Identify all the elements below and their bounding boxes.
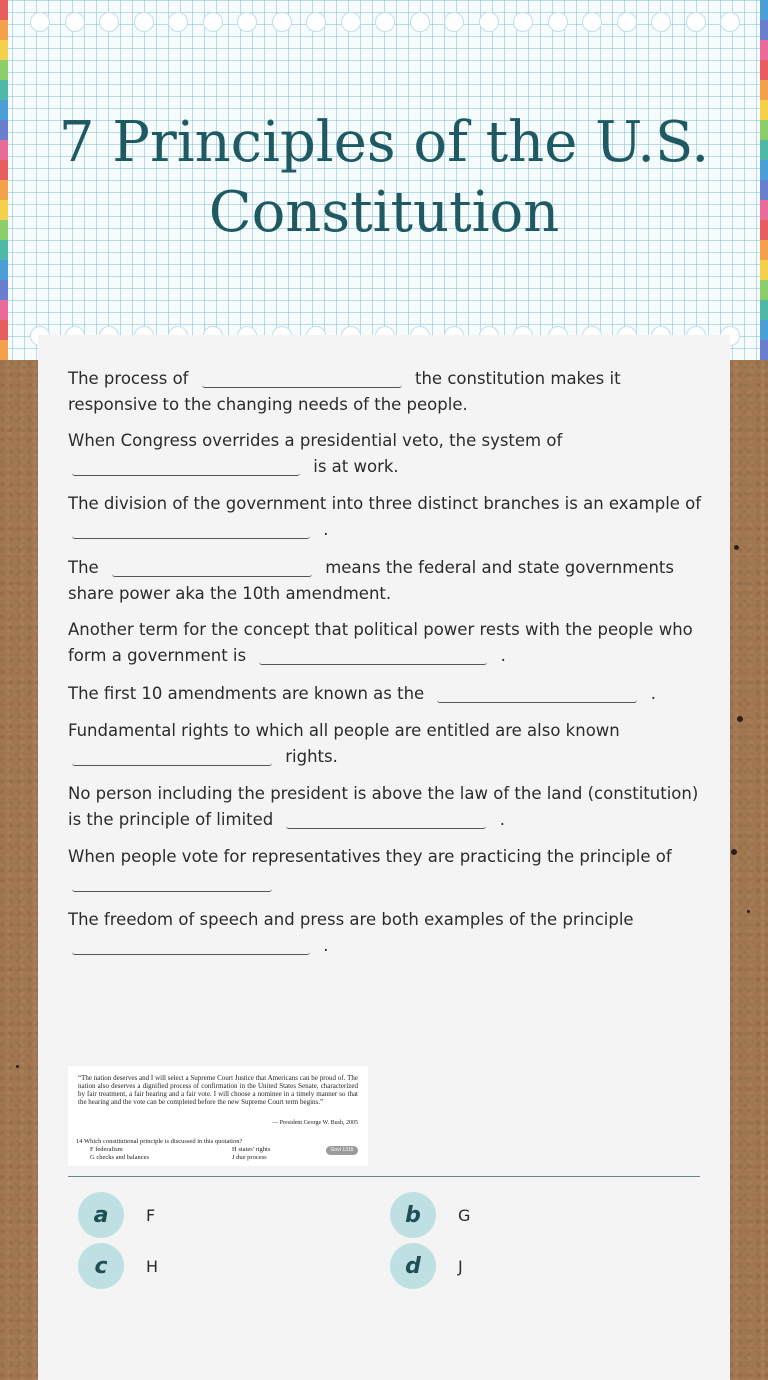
question-text: No person including the president is above the law of the land (constitution) (68, 784, 699, 803)
question-text: form a government is (68, 646, 247, 665)
cork-speck (734, 545, 739, 550)
question-text: Another term for the concept that political power rests with the people who (68, 620, 693, 639)
question-text: The first 10 amendments are known as the (68, 684, 425, 703)
divider (68, 1176, 700, 1177)
choice-text: J (458, 1256, 463, 1276)
question-text: is at work. (313, 457, 399, 476)
question-text: . (499, 810, 505, 829)
question-text: rights. (285, 747, 338, 766)
choice-letter: b (390, 1192, 436, 1238)
question-8 (68, 781, 708, 833)
question-9 (68, 844, 708, 896)
question-text: . (323, 520, 329, 539)
page-title: 7 Principles of the U.S. Constitution (58, 110, 710, 245)
test-question: 14 Which constitutional principle is discussed in this quotation? (76, 1138, 243, 1145)
choice-letter: d (390, 1243, 436, 1289)
question-text: responsive to the changing needs of the people. (68, 395, 468, 414)
question-2 (68, 428, 708, 480)
question-text: The division of the government into three distinct branches is an example of (68, 494, 702, 513)
quote-text: “The nation deserves and I will select a Supreme Court Justice that Americans can be proud of. The nation also deserves a dignified process of confirmation in the United States Senate, characterized by fair treatment, a fair hearing and a fair vote. I will choose a nominee in a timely manner so that the hearing and the vote can be completed before the new Supreme Court term begins.” (78, 1074, 358, 1106)
question-text: The process of (68, 369, 189, 388)
quotation-image (68, 1066, 368, 1166)
answer-blank[interactable] (72, 871, 272, 892)
question-text: The (68, 558, 99, 577)
cork-speck (747, 910, 750, 913)
cork-speck (731, 849, 737, 855)
answer-blank[interactable] (72, 934, 310, 955)
question-text: means the federal and state governments (325, 558, 674, 577)
question-4 (68, 555, 708, 607)
cork-speck (737, 716, 743, 722)
question-7 (68, 718, 708, 770)
choice-text: G (458, 1205, 471, 1225)
choice-letter: a (78, 1192, 124, 1238)
question-text: . (650, 684, 656, 703)
answer-blank[interactable] (72, 518, 310, 539)
question-text: . (500, 646, 506, 665)
test-option-h: H states' rights (232, 1146, 271, 1153)
question-text: the constitution makes it (415, 369, 621, 388)
header-banner (0, 0, 768, 360)
choice-text: F (146, 1205, 156, 1225)
question-text: . (323, 936, 329, 955)
test-option-f: F federalism (90, 1146, 123, 1153)
quote-attribution: — President George W. Bush, 2005 (272, 1120, 358, 1126)
question-5 (68, 617, 708, 669)
question-text: The freedom of speech and press are both examples of the principle (68, 910, 634, 929)
answer-blank[interactable] (437, 682, 637, 703)
question-10 (68, 907, 708, 959)
test-option-g: G checks and balances (90, 1154, 150, 1161)
question-1 (68, 366, 708, 418)
question-6 (68, 681, 708, 707)
choice-letter: c (78, 1243, 124, 1289)
test-option-j: J due process (232, 1154, 267, 1161)
answer-blank[interactable] (286, 808, 486, 829)
answer-blank[interactable] (112, 556, 312, 577)
choice-d[interactable] (390, 1243, 463, 1289)
choice-c[interactable] (78, 1243, 158, 1289)
question-3 (68, 491, 708, 543)
choice-b[interactable] (390, 1192, 470, 1238)
choice-text: H (146, 1256, 159, 1276)
question-text: share power aka the 10th amendment. (68, 584, 392, 603)
answer-blank[interactable] (259, 644, 487, 665)
test-badge: Govt 1315 (326, 1146, 358, 1155)
question-text: When people vote for representatives they are practicing the principle of (68, 847, 672, 866)
cork-speck (16, 1065, 19, 1068)
question-text: is the principle of limited (68, 810, 274, 829)
answer-blank[interactable] (72, 745, 272, 766)
choice-a[interactable] (78, 1192, 155, 1238)
question-text: When Congress overrides a presidential veto, the system of (68, 431, 563, 450)
answer-blank[interactable] (202, 367, 402, 388)
question-text: Fundamental rights to which all people are entitled are also known (68, 721, 620, 740)
answer-blank[interactable] (72, 455, 300, 476)
notebook-holes-top (30, 12, 740, 32)
